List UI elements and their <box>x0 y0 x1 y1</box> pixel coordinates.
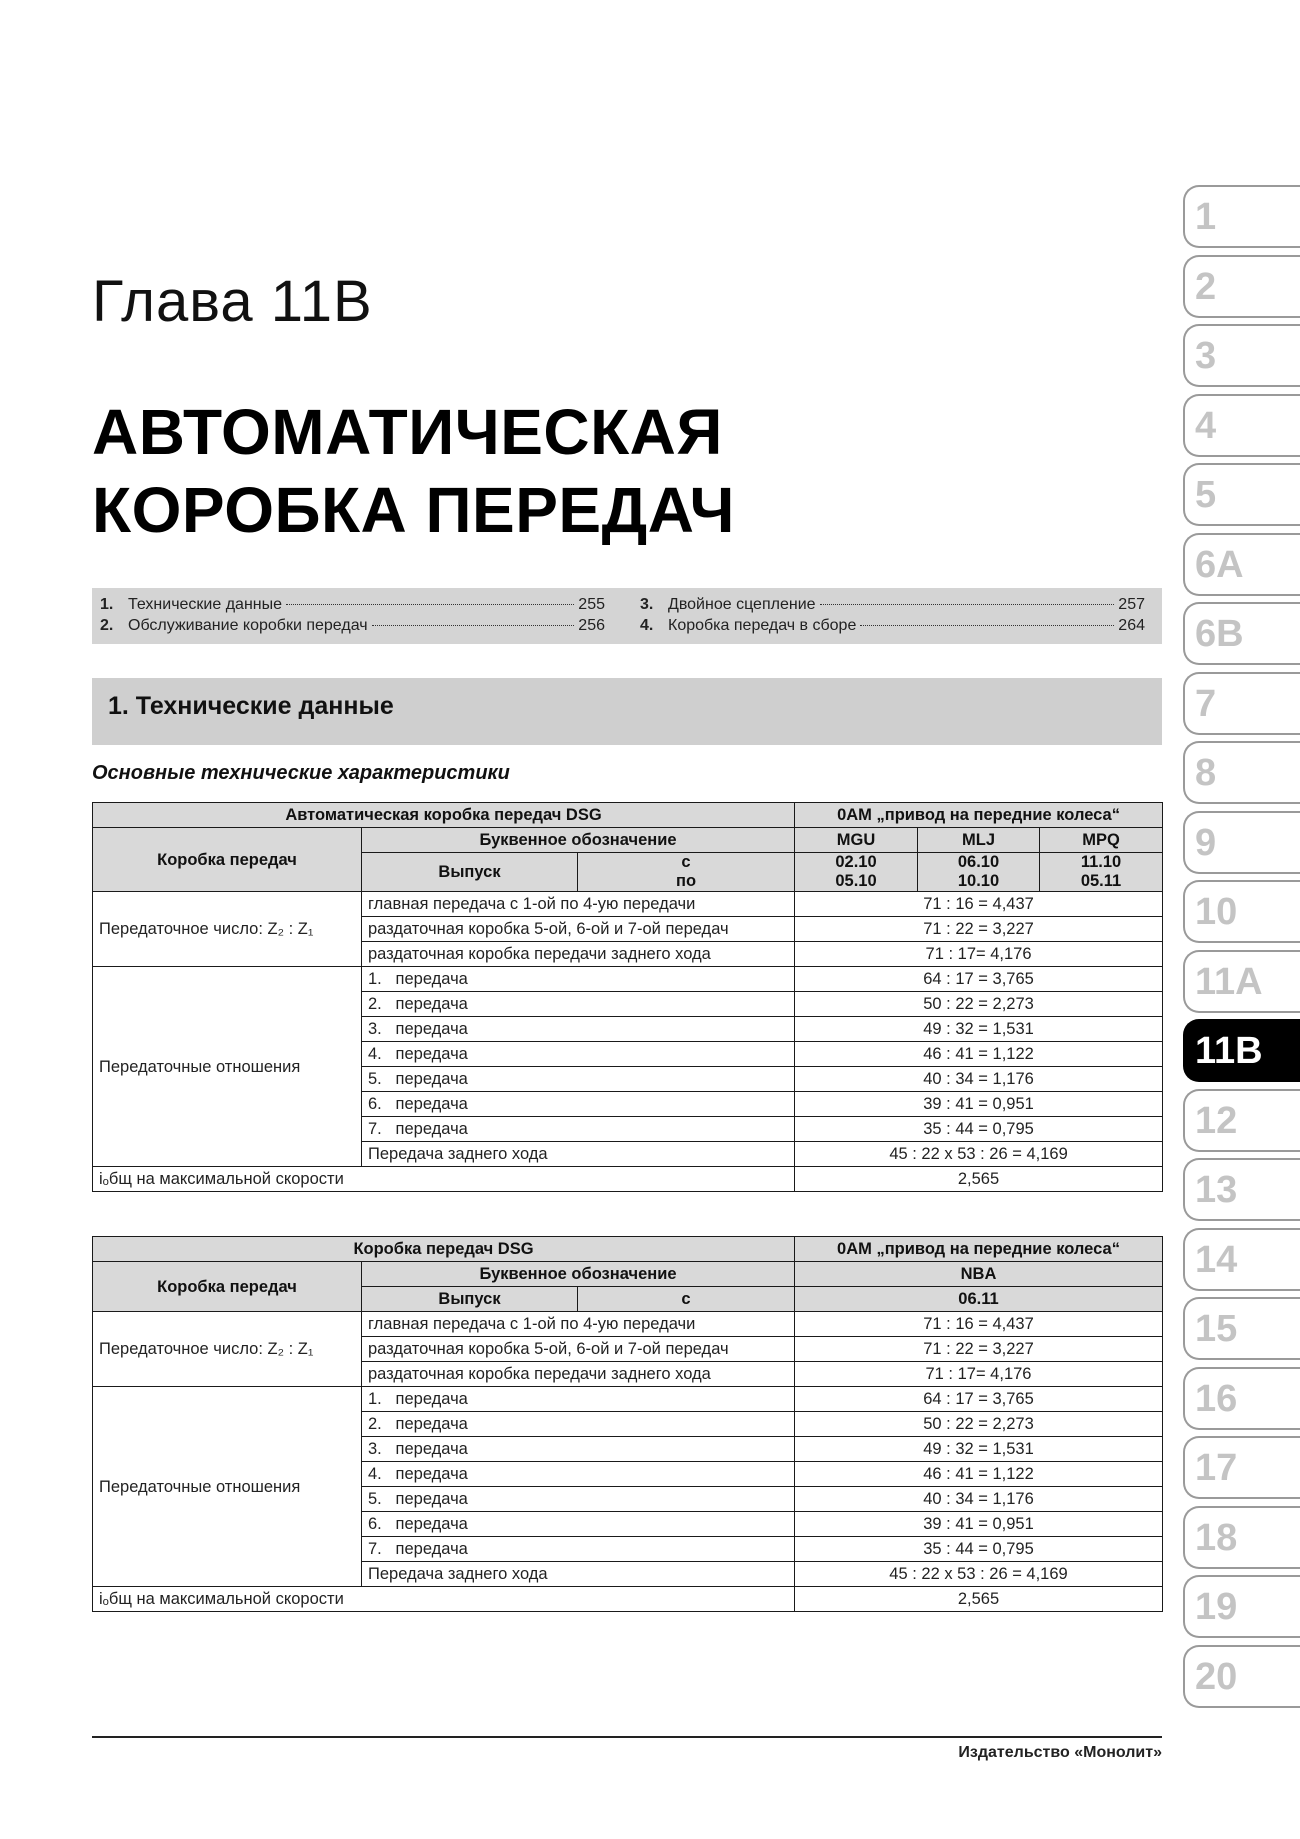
spec-table-2 <box>92 1236 1163 1612</box>
release-label: Выпуск <box>362 853 578 892</box>
date-cell <box>795 853 918 892</box>
chapter-tab-label: 13 <box>1195 1169 1238 1211</box>
row-label: главная передача с 1-ой по 4-ую передачи <box>362 1312 795 1337</box>
toc-item[interactable] <box>100 617 605 635</box>
toc-item[interactable] <box>100 596 605 614</box>
date-cell <box>918 853 1040 892</box>
chapter-tab[interactable] <box>1183 1367 1300 1430</box>
toc-page: 264 <box>1118 617 1145 634</box>
gear-row-value: 39 : 41 = 0,951 <box>795 1512 1163 1537</box>
toc-page: 255 <box>578 596 605 613</box>
row-value: 71 : 16 = 4,437 <box>795 892 1163 917</box>
gear-row-value: 64 : 17 = 3,765 <box>795 1387 1163 1412</box>
row-label: главная передача с 1-ой по 4-ую передачи <box>362 892 795 917</box>
row-label: раздаточная коробка 5-ой, 6-ой и 7-ой передач <box>362 1337 795 1362</box>
chapter-title-line-2: КОРОБКА ПЕРЕДАЧ <box>92 474 735 546</box>
row-value: 71 : 17= 4,176 <box>795 1362 1163 1387</box>
code-cell: NBA <box>795 1262 1163 1287</box>
max-speed-value: 2,565 <box>795 1167 1163 1192</box>
reverse-label: Передача заднего хода <box>362 1562 795 1587</box>
gear-row-label: 5. передача <box>362 1067 795 1092</box>
gear-row-value: 40 : 34 = 1,176 <box>795 1067 1163 1092</box>
gear-ratio-label: Передаточное число: Z₂ : Z₁ <box>93 1312 362 1387</box>
gear-row-label: 6. передача <box>362 1092 795 1117</box>
gear-row-value: 35 : 44 = 0,795 <box>795 1537 1163 1562</box>
gear-row-label: 1. передача <box>362 967 795 992</box>
chapter-tab[interactable] <box>1183 950 1300 1013</box>
toc-label: Обслуживание коробки передач <box>128 617 368 634</box>
chapter-tab-label: 20 <box>1195 1655 1238 1698</box>
footer-divider <box>92 1736 1162 1738</box>
gear-row-label: 3. передача <box>362 1017 795 1042</box>
row-value: 71 : 16 = 4,437 <box>795 1312 1163 1337</box>
row-label: раздаточная коробка 5-ой, 6-ой и 7-ой передач <box>362 917 795 942</box>
spec-table-1 <box>92 802 1163 1192</box>
table-header-left: Коробка передач DSG <box>93 1237 795 1262</box>
from-label: с <box>681 853 691 871</box>
chapter-tab[interactable] <box>1183 672 1300 735</box>
toc-label: Коробка передач в сборе <box>668 617 857 634</box>
row-label: раздаточная коробка передачи заднего хода <box>362 1362 795 1387</box>
chapter-tab[interactable] <box>1183 185 1300 248</box>
chapter-tab[interactable] <box>1183 463 1300 526</box>
toc-item[interactable] <box>640 596 1145 614</box>
max-speed-label: iₒбщ на максимальной скорости <box>93 1167 795 1192</box>
chapter-tab-label: 18 <box>1195 1516 1238 1559</box>
chapter-title <box>92 393 735 549</box>
gear-row-value: 35 : 44 = 0,795 <box>795 1117 1163 1142</box>
toc-leader <box>372 625 575 626</box>
to-label: по <box>675 872 697 890</box>
chapter-tab-label: 7 <box>1195 682 1217 725</box>
table-header-left: Автоматическая коробка передач DSG <box>93 803 795 828</box>
chapter-tab-label: 14 <box>1195 1238 1238 1281</box>
date-from: 06.10 <box>957 853 1000 871</box>
code-cell: MGU <box>795 828 918 853</box>
table-of-contents <box>92 588 1162 644</box>
row-value: 71 : 22 = 3,227 <box>795 917 1163 942</box>
chapter-tab-label: 6B <box>1195 613 1244 655</box>
gear-row-label: 2. передача <box>362 1412 795 1437</box>
gear-row-value: 49 : 32 = 1,531 <box>795 1437 1163 1462</box>
gear-row-label: 6. передача <box>362 1512 795 1537</box>
ratios-label: Передаточные отношения <box>93 967 362 1167</box>
chapter-tab-label: 9 <box>1195 821 1217 864</box>
chapter-title-line-1: АВТОМАТИЧЕСКАЯ <box>92 396 723 468</box>
gear-row-label: 5. передача <box>362 1487 795 1512</box>
ratios-label: Передаточные отношения <box>93 1387 362 1587</box>
publisher-footer: Издательство «Монолит» <box>958 1744 1162 1761</box>
reverse-value: 45 : 22 x 53 : 26 = 4,169 <box>795 1142 1163 1167</box>
chapter-tab[interactable] <box>1183 533 1300 596</box>
date-from: 02.10 <box>835 853 877 871</box>
date-to: 10.10 <box>957 872 1000 890</box>
chapter-tab[interactable] <box>1183 602 1300 665</box>
chapter-tab-label: 16 <box>1195 1377 1238 1420</box>
from-label: с <box>578 1287 795 1312</box>
date-to: 05.11 <box>1080 872 1122 890</box>
code-cell: MPQ <box>1040 828 1163 853</box>
chapter-tab-label: 2 <box>1195 265 1217 308</box>
reverse-label: Передача заднего хода <box>362 1142 795 1167</box>
table-header-right: 0AM „привод на передние колеса“ <box>795 1237 1163 1262</box>
table-header-right: 0AM „привод на передние колеса“ <box>795 803 1163 828</box>
max-speed-label: iₒбщ на максимальной скорости <box>93 1587 795 1612</box>
gear-row-label: 4. передача <box>362 1462 795 1487</box>
chapter-tab-label: 1 <box>1195 196 1217 238</box>
row-label: раздаточная коробка передачи заднего хода <box>362 942 795 967</box>
chapter-tab[interactable] <box>1183 811 1300 874</box>
gear-row-value: 50 : 22 = 2,273 <box>795 1412 1163 1437</box>
date-cell: 06.11 <box>795 1287 1163 1312</box>
max-speed-value: 2,565 <box>795 1587 1163 1612</box>
section-header <box>92 678 1162 745</box>
chapter-tab[interactable] <box>1183 880 1300 943</box>
toc-page: 256 <box>578 617 605 634</box>
gear-row-label: 3. передача <box>362 1437 795 1462</box>
toc-leader <box>286 604 574 605</box>
toc-page: 257 <box>1118 596 1145 613</box>
chapter-tab[interactable] <box>1183 1019 1300 1082</box>
chapter-tab-label: 8 <box>1195 752 1217 794</box>
gear-row-value: 46 : 41 = 1,122 <box>795 1462 1163 1487</box>
chapter-tab[interactable] <box>1183 1436 1300 1499</box>
from-to-label <box>578 853 795 892</box>
gear-row-value: 64 : 17 = 3,765 <box>795 967 1163 992</box>
chapter-tab-label: 10 <box>1195 891 1238 933</box>
chapter-tab-label: 4 <box>1195 404 1217 447</box>
row-value: 71 : 22 = 3,227 <box>795 1337 1163 1362</box>
chapter-tab-label: 15 <box>1195 1308 1238 1350</box>
chapter-tab[interactable] <box>1183 1645 1300 1708</box>
chapter-tab[interactable] <box>1183 1228 1300 1291</box>
row-value: 71 : 17= 4,176 <box>795 942 1163 967</box>
toc-item[interactable] <box>640 617 1145 635</box>
toc-number: 2. <box>100 617 114 634</box>
gear-ratio-label: Передаточное число: Z₂ : Z₁ <box>93 892 362 967</box>
chapter-tab-label: 11A <box>1195 960 1263 1003</box>
letter-designation-label: Буквенное обозначение <box>362 1262 795 1287</box>
date-from: 11.10 <box>1080 853 1122 871</box>
subheading: Основные технические характеристики <box>92 762 510 784</box>
chapter-tab-label: 3 <box>1195 335 1217 377</box>
chapter-tab-label: 17 <box>1195 1447 1238 1489</box>
chapter-tab-label: 6A <box>1195 543 1244 586</box>
gear-row-label: 1. передача <box>362 1387 795 1412</box>
gear-row-value: 46 : 41 = 1,122 <box>795 1042 1163 1067</box>
chapter-tab[interactable] <box>1183 324 1300 387</box>
chapter-label: Глава 11В <box>92 269 373 334</box>
date-cell <box>1040 853 1163 892</box>
chapter-tab-label: 5 <box>1195 474 1217 516</box>
toc-label: Двойное сцепление <box>668 596 816 613</box>
chapter-tab[interactable] <box>1183 255 1300 318</box>
toc-leader <box>860 625 1114 626</box>
chapter-tab[interactable] <box>1183 1297 1300 1360</box>
gear-row-label: 7. передача <box>362 1537 795 1562</box>
release-label: Выпуск <box>362 1287 578 1312</box>
toc-number: 4. <box>640 617 654 634</box>
toc-number: 3. <box>640 596 654 613</box>
chapter-tab-label: 19 <box>1195 1586 1238 1628</box>
gear-row-label: 7. передача <box>362 1117 795 1142</box>
reverse-value: 45 : 22 x 53 : 26 = 4,169 <box>795 1562 1163 1587</box>
toc-label: Технические данные <box>128 596 283 613</box>
gear-row-label: 2. передача <box>362 992 795 1017</box>
toc-leader <box>820 604 1115 605</box>
gear-row-value: 39 : 41 = 0,951 <box>795 1092 1163 1117</box>
chapter-tab[interactable] <box>1183 394 1300 457</box>
chapter-tab-label: 12 <box>1195 1099 1238 1142</box>
gear-row-value: 50 : 22 = 2,273 <box>795 992 1163 1017</box>
chapter-tab[interactable] <box>1183 1089 1300 1152</box>
gear-row-label: 4. передача <box>362 1042 795 1067</box>
toc-number: 1. <box>100 596 114 613</box>
code-cell: MLJ <box>918 828 1040 853</box>
chapter-tab[interactable] <box>1183 1575 1300 1638</box>
letter-designation-label: Буквенное обозначение <box>362 828 795 853</box>
chapter-tab-label: 11B <box>1195 1030 1263 1072</box>
date-to: 05.10 <box>835 872 877 890</box>
chapter-tab[interactable] <box>1183 741 1300 804</box>
chapter-tab[interactable] <box>1183 1158 1300 1221</box>
section-title: 1. Технические данные <box>108 692 394 720</box>
gear-row-value: 49 : 32 = 1,531 <box>795 1017 1163 1042</box>
gear-row-value: 40 : 34 = 1,176 <box>795 1487 1163 1512</box>
gearbox-label: Коробка передач <box>93 1262 362 1312</box>
gearbox-label: Коробка передач <box>93 828 362 892</box>
chapter-tab[interactable] <box>1183 1506 1300 1569</box>
